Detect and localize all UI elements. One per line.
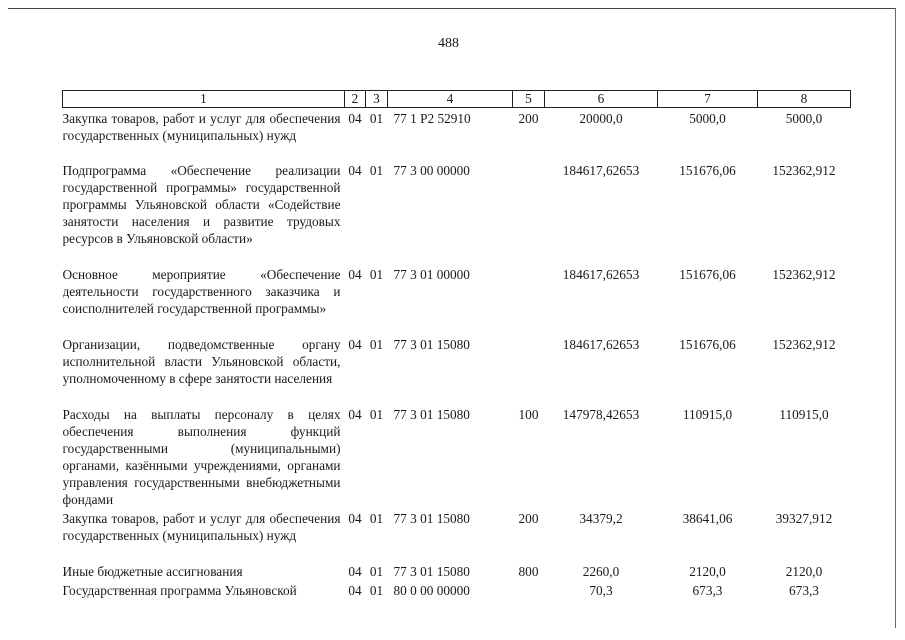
page-border-right [895,8,896,628]
row-subsection: 01 [369,564,384,579]
header-cell: 2 [345,91,366,108]
row-amount-1: 147978,42653 [562,407,640,422]
row-section: 04 [348,511,362,526]
row-section: 04 [348,407,362,422]
table-row [63,160,851,264]
row-expense-type [513,334,545,404]
row-target-code: 77 3 01 15080 [393,337,470,352]
row-expense-type [513,264,545,334]
row-section: 04 [348,583,362,598]
table-row [63,264,851,334]
row-target-code: 77 3 01 00000 [393,267,470,282]
header-cell: 7 [658,91,758,108]
row-amount-1: 34379,2 [579,511,623,526]
row-amount-3: 152362,912 [772,267,836,282]
row-target-code: 77 1 P2 52910 [393,111,471,126]
header-cell: 5 [513,91,545,108]
page-number: 488 [438,36,459,51]
row-subsection: 01 [369,111,384,126]
budget-table [62,90,851,599]
row-amount-3: 39327,912 [775,511,833,526]
row-subsection: 01 [369,267,384,282]
row-amount-2: 5000,0 [689,111,726,126]
table-row [63,108,851,161]
header-cell: 3 [366,91,388,108]
row-section: 04 [348,267,362,282]
table-header-row [63,91,851,108]
row-amount-3: 2120,0 [785,564,823,579]
row-amount-3: 110915,0 [779,407,829,422]
row-amount-2: 38641,06 [682,511,733,526]
row-expense-type: 800 [518,564,539,579]
table-row [63,334,851,404]
row-amount-3: 152362,912 [772,337,836,352]
row-name: Государственная программа Ульяновской [62,583,297,598]
row-target-code: 77 3 00 00000 [393,163,470,178]
row-subsection: 01 [369,407,384,422]
row-amount-2: 2120,0 [689,564,726,579]
row-amount-3: 5000,0 [785,111,823,126]
row-name: Иные бюджетные ассигнования [62,564,243,579]
row-subsection: 01 [369,583,384,598]
row-section: 04 [348,337,362,352]
row-amount-2: 110915,0 [682,407,733,422]
header-cell: 8 [758,91,851,108]
row-target-code: 77 3 01 15080 [393,511,470,526]
row-target-code: 77 3 01 15080 [393,564,470,579]
row-amount-3: 152362,912 [772,163,836,178]
row-name: Закупка товаров, работ и услуг для обеспечения государственных (муниципальных) нужд [62,111,341,143]
row-amount-2: 151676,06 [679,337,736,352]
row-amount-2: 151676,06 [679,267,736,282]
row-section: 04 [348,564,362,579]
row-amount-1: 184617,62653 [562,163,640,178]
row-section: 04 [348,111,362,126]
row-expense-type: 200 [518,511,539,526]
row-amount-1: 184617,62653 [562,337,640,352]
row-subsection: 01 [369,337,384,352]
header-cell: 1 [63,91,345,108]
table-row [63,561,851,580]
page-border-top [8,8,896,9]
row-section: 04 [348,163,362,178]
row-amount-1: 184617,62653 [562,267,640,282]
table-row [63,404,851,508]
row-name: Закупка товаров, работ и услуг для обеспечения государственных (муниципальных) нужд [62,511,341,543]
row-name: Подпрограмма «Обеспечение реализации государственной программы» государственной программы Ульяновской области «Содействие занятости населения и развитие трудовых ресурсов в Ульяновской области» [62,163,341,246]
row-target-code: 77 3 01 15080 [393,407,470,422]
row-name: Основное мероприятие «Обеспечение деятельности государственного заказчика и соисполнителей государственной программы» [62,267,341,316]
header-cell: 6 [545,91,658,108]
row-amount-1: 2260,0 [582,564,620,579]
row-amount-3: 673,3 [789,583,819,598]
row-expense-type [513,580,545,599]
row-amount-2: 151676,06 [679,163,736,178]
row-amount-1: 20000,0 [579,111,623,126]
row-name: Расходы на выплаты персоналу в целях обеспечения выполнения функций государственными (муниципальными) органами, казёнными учреждениями, органами управления государственными внебюджетными фондами [62,407,341,507]
row-expense-type: 200 [518,111,539,126]
row-expense-type [513,160,545,264]
table-row [63,508,851,561]
table-row [63,580,851,599]
row-amount-1: 70,3 [589,583,613,598]
row-expense-type: 100 [518,407,539,422]
row-subsection: 01 [369,511,384,526]
row-amount-2: 673,3 [692,583,723,598]
row-name: Организации, подведомственные органу исполнительной власти Ульяновской области, уполномоченному в сфере занятости населения [62,337,341,386]
row-subsection: 01 [369,163,384,178]
row-target-code: 80 0 00 00000 [393,583,470,598]
header-cell: 4 [388,91,513,108]
